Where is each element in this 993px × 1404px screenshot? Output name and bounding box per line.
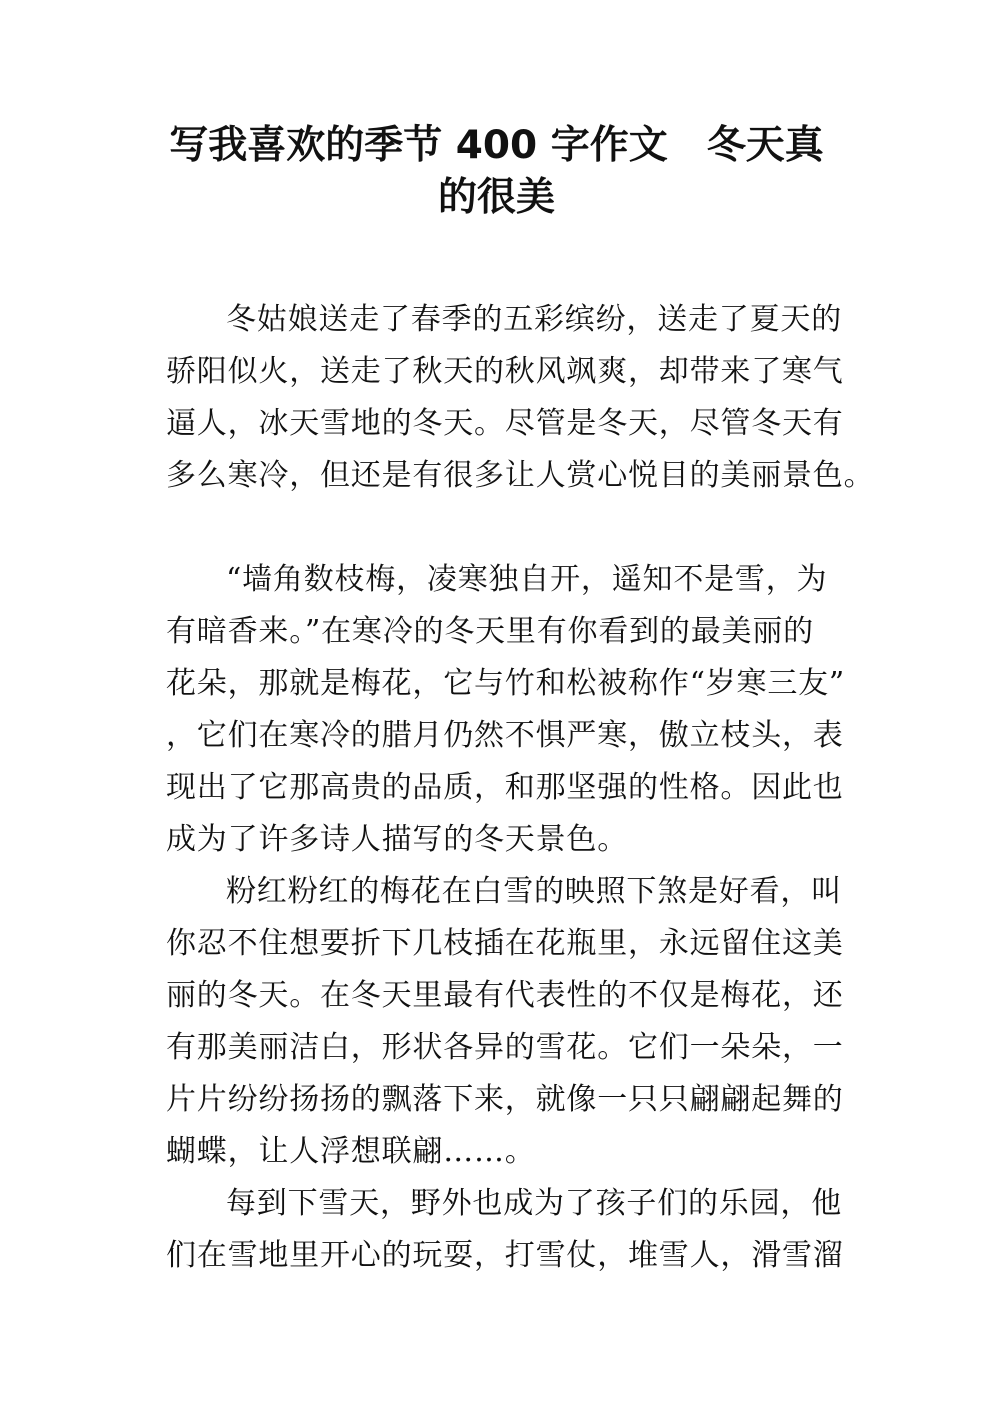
paragraph-line: 有暗香来。”在寒冷的冬天里有你看到的最美丽的: [166, 614, 814, 649]
paragraph-line: 现出了它那高贵的品质，和那坚强的性格。因此也: [166, 770, 844, 805]
title-line-2: 的很美: [437, 175, 555, 220]
paragraph-line: 蝴蝶，让人浮想联翩……。: [166, 1134, 536, 1169]
paragraph-line: 每到下雪天，野外也成为了孩子们的乐园，他: [226, 1186, 842, 1221]
paragraph-line: 多么寒冷，但还是有很多让人赏心悦目的美丽景色。: [166, 458, 875, 493]
paragraph-line: 你忍不住想要折下几枝插在花瓶里，永远留住这美: [166, 926, 844, 961]
paragraph-line: 冬姑娘送走了春季的五彩缤纷，送走了夏天的: [226, 302, 842, 337]
paragraph-line: 花朵，那就是梅花，它与竹和松被称作“岁寒三友”: [166, 666, 846, 701]
paragraph-line: “墙角数枝梅，凌寒独自开，遥知不是雪，为: [226, 562, 828, 597]
paragraph-line: 骄阳似火，送走了秋天的秋风飒爽，却带来了寒气: [166, 354, 844, 389]
paragraph-line: 片片纷纷扬扬的飘落下来，就像一只只翩翩起舞的: [166, 1082, 844, 1117]
paragraph-line: 成为了许多诗人描写的冬天景色。: [166, 822, 628, 857]
paragraph-line: ，它们在寒冷的腊月仍然不惧严寒，傲立枝头，表: [166, 718, 844, 753]
paragraph-line: 有那美丽洁白，形状各异的雪花。它们一朵朵，一: [166, 1030, 844, 1065]
paragraph-line: 们在雪地里开心的玩耍，打雪仗，堆雪人，滑雪溜: [166, 1238, 844, 1273]
document-title: [150, 120, 843, 224]
paragraph-line: 丽的冬天。在冬天里最有代表性的不仅是梅花，还: [166, 978, 844, 1013]
title-line-1: 写我喜欢的季节 400 字作文 冬天真: [169, 123, 824, 168]
paragraph-line: 粉红粉红的梅花在白雪的映照下煞是好看，叫: [226, 874, 842, 909]
paragraph-line: 逼人，冰天雪地的冬天。尽管是冬天，尽管冬天有: [166, 406, 844, 441]
